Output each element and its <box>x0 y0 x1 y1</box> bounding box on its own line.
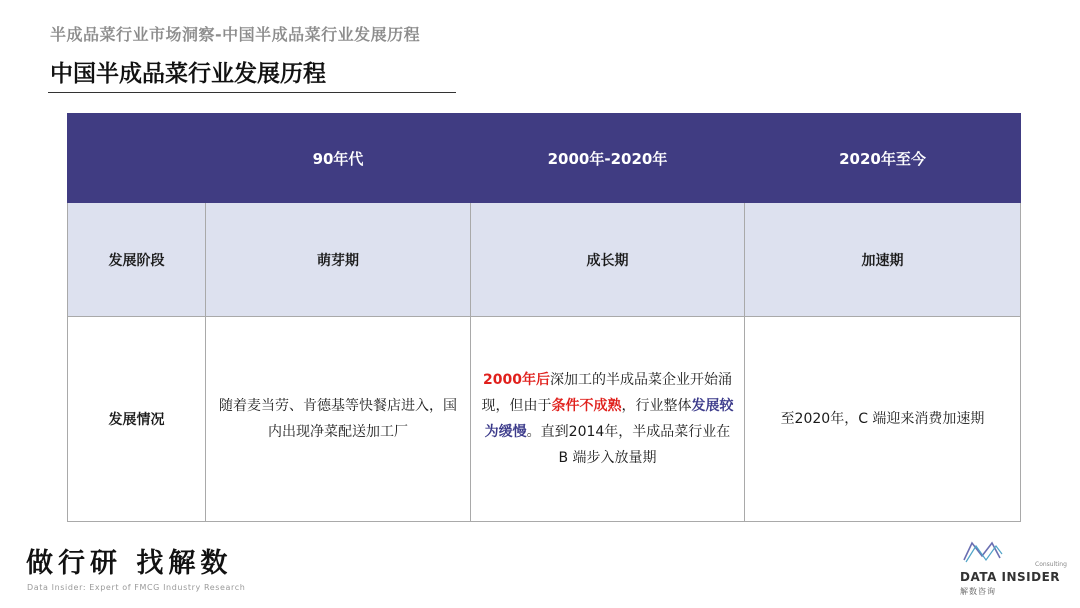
highlight-conditions: 条件不成熟 <box>551 398 622 414</box>
stage-90s: 萌芽期 <box>206 203 471 317</box>
detail-text-part: 深加工的半成品菜企业开始涌现，但由于 <box>481 372 732 414</box>
table-row-stage <box>68 203 1021 317</box>
wave-triangle-logo-icon <box>962 540 1004 564</box>
header-90s: 90年代 <box>206 114 471 203</box>
table-header-row <box>68 114 1021 203</box>
detail-90s <box>206 317 471 522</box>
highlight-slow-growth: 发展较为缓慢 <box>484 398 734 440</box>
brand-chinese-name: 解数咨询 <box>960 587 996 596</box>
detail-text-part: ，行业整体 <box>621 398 692 414</box>
row-label-stage: 发展阶段 <box>68 203 206 317</box>
footer-slogan: 做行研 找解数 <box>26 548 233 579</box>
history-table <box>67 113 1021 522</box>
detail-2000-2020 <box>471 317 745 522</box>
page-subtitle: 半成品菜行业市场洞察-中国半成品菜行业发展历程 <box>50 25 421 44</box>
stage-2000-2020: 成长期 <box>471 203 745 317</box>
footer-slogan-sub: Data Insider: Expert of FMCG Industry Research <box>27 583 246 592</box>
brand-name: DATA INSIDER <box>960 570 1061 584</box>
detail-2020-now <box>745 317 1021 522</box>
brand-logo-block <box>956 540 1066 600</box>
title-divider <box>48 92 456 93</box>
highlight-2000: 2000年后 <box>483 372 550 388</box>
header-corner <box>68 114 206 203</box>
table-row-detail <box>68 317 1021 522</box>
detail-text-part: 。直到2014年，半成品菜行业在B 端步入放量期 <box>526 424 731 466</box>
header-2020-now: 2020年至今 <box>745 114 1021 203</box>
brand-consulting: Consulting <box>1035 561 1067 568</box>
row-label-detail: 发展情况 <box>68 317 206 522</box>
detail-2000-2020-text <box>481 367 734 471</box>
detail-90s-text: 随着麦当劳、肯德基等快餐店进入，国内出现净菜配送加工厂 <box>219 398 457 440</box>
stage-2020-now: 加速期 <box>745 203 1021 317</box>
header-2000-2020: 2000年-2020年 <box>471 114 745 203</box>
detail-2020-now-text: 至2020年，C 端迎来消费加速期 <box>780 411 985 427</box>
page-title: 中国半成品菜行业发展历程 <box>50 61 326 87</box>
